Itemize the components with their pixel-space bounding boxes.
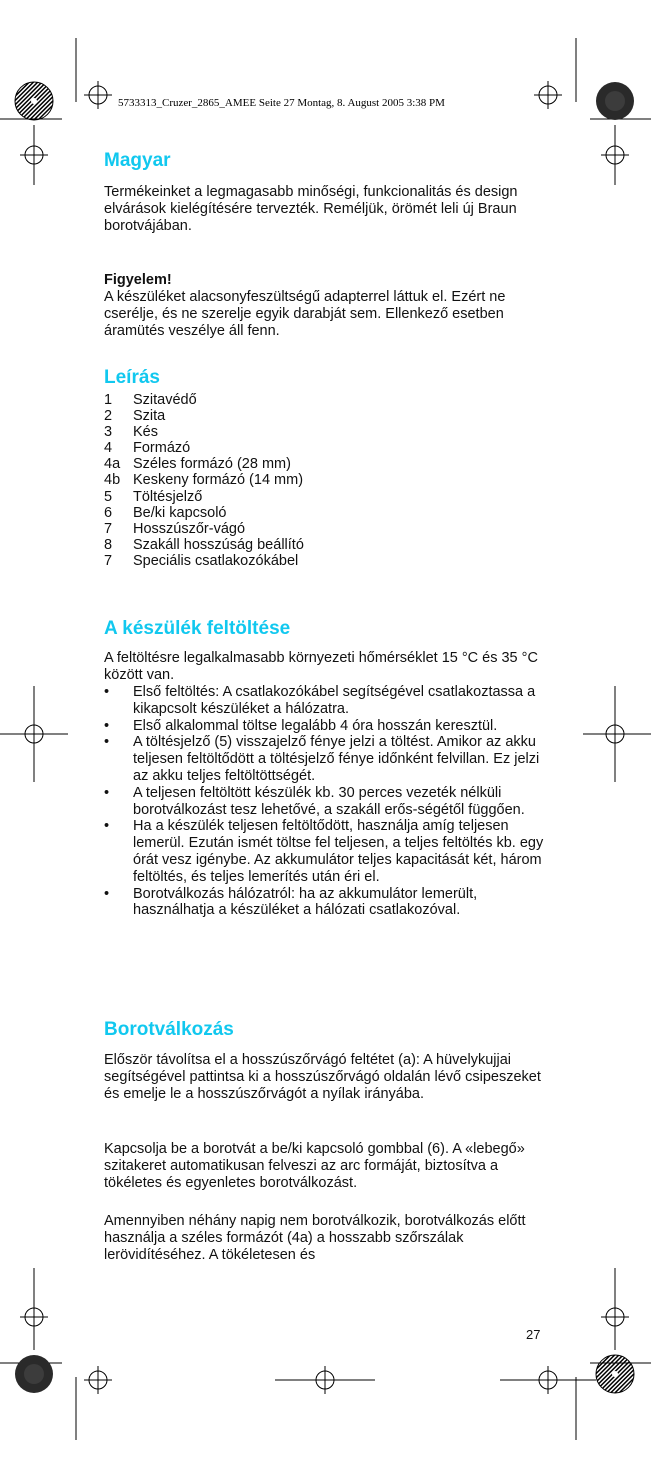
warning-label: Figyelem! (104, 272, 172, 288)
list-item (104, 440, 304, 456)
section-title-leiras: Leírás (104, 367, 160, 388)
shaving-paragraph-3: Amennyiben néhány napig nem borotválkozik, borotválkozás előtt használja a széles formázót (4a) a hosszabb szőrszálak lerövidítéséhez. A tökéletesen és (104, 1213, 526, 1263)
list-item (104, 718, 554, 735)
bullet-text: A töltésjelző (5) visszajelző fénye jelzi a töltést. Amikor az akku teljesen feltöltődött a töltésjelző fénye időnként felvillan. Ez jelzi az akku teljes feltöltöttségét. (133, 734, 540, 784)
item-label: Széles formázó (28 mm) (133, 456, 291, 473)
charging-bullet-list (104, 684, 554, 919)
shaving-paragraph-1: Először távolítsa el a hosszúszőrvágó feltétet (a): A hüvelykujjai segítségével pattintsa ki a hosszúszőrvágó oldalán lévő csipeszeket és emelje le a hosszúszőrvágót a nyílak irányába. (104, 1052, 541, 1102)
page-number: 27 (526, 1327, 541, 1342)
item-number: 5 (104, 488, 113, 505)
item-number: 7 (104, 520, 113, 537)
bullet-text: A teljesen feltöltött készülék kb. 30 perces vezeték nélküli borotválkozást tesz lehetővé, a szakáll erős-ségétől függően. (133, 784, 525, 818)
list-item (104, 734, 554, 784)
bullet-text: Borotválkozás hálózatról: ha az akkumulátor lemerült, használhatja a készüléket a hálózati csatlakozóval. (133, 885, 478, 919)
bullet-text: Első feltöltés: A csatlakozókábel segítségével csatlakoztassa a kikapcsolt készüléket a hálózatra. (133, 684, 536, 717)
list-item (104, 553, 304, 569)
list-item (104, 684, 554, 718)
item-label: Kés (133, 424, 158, 441)
item-number: 7 (104, 552, 113, 569)
list-item (104, 886, 554, 920)
item-label: Szakáll hosszúság beállító (133, 536, 304, 553)
list-item (104, 392, 304, 408)
item-label: Hosszúszőr-vágó (133, 520, 246, 537)
item-label: Szita (133, 408, 166, 425)
section-title-magyar: Magyar (104, 150, 171, 171)
item-number: 2 (104, 408, 113, 425)
section-title-feltoltes: A készülék feltöltése (104, 618, 291, 639)
item-number: 3 (104, 424, 113, 441)
bullet-text: Első alkalommal töltse legalább 4 óra hosszán keresztül. (133, 717, 498, 734)
bullet-icon: • (104, 734, 110, 751)
bullet-icon: • (104, 885, 110, 902)
item-number: 4a (104, 456, 121, 473)
item-number: 8 (104, 536, 113, 553)
list-item (104, 537, 304, 553)
print-info-header: 5733313_Cruzer_2865_AMEE Seite 27 Montag, 8. August 2005 3:38 PM (118, 97, 445, 109)
bullet-text: Ha a készülék teljesen feltöltődött, használja amíg teljesen lemerül. Ezután ismét töltse fel teljesen, a teljes feltöltés kb. egy órát vesz igénybe. Az akkumulátor teljes kapacitását két, három feltöltés, és teljes lemerítés után éri el. (133, 818, 544, 885)
list-item (104, 785, 554, 819)
shaving-paragraph-2: Kapcsolja be a borotvát a be/ki kapcsoló gombbal (6). A «lebegő» szitakeret automatikusan felveszi az arc formáját, biztosítva a tökéletes és egyenletes borotválkozást. (104, 1141, 525, 1191)
item-number: 6 (104, 504, 113, 521)
list-item (104, 408, 304, 424)
item-label: Be/ki kapcsoló (133, 504, 227, 521)
section-title-borotvalkozas: Borotválkozás (104, 1019, 234, 1040)
item-number: 4 (104, 440, 113, 457)
intro-paragraph: Termékeinket a legmagasabb minőségi, funkcionalitás és design elvárások kielégítésére tervezték. Reméljük, örömét leli új Braun borotvájában. (104, 184, 518, 234)
charging-intro: A feltöltésre legalkalmasabb környezeti hőmérséklet 15 °C és 35 °C között van. (104, 650, 538, 683)
item-label: Töltésjelző (133, 488, 203, 505)
list-item (104, 424, 304, 440)
warning-paragraph: A készüléket alacsonyfeszültségű adapterrel láttuk el. Ezért ne cserélje, és ne szerelje egyik darabját sem. Ellenkező esetben áramütés veszélye áll fenn. (104, 289, 506, 339)
item-label: Formázó (133, 440, 191, 457)
list-item (104, 489, 304, 505)
item-label: Keskeny formázó (14 mm) (133, 472, 304, 489)
bullet-icon: • (104, 784, 110, 801)
item-label: Szitavédő (133, 392, 197, 408)
list-item (104, 456, 304, 472)
list-item (104, 521, 304, 537)
item-label: Speciális csatlakozókábel (133, 552, 299, 569)
list-item (104, 472, 304, 488)
item-number: 1 (104, 392, 113, 408)
bullet-icon: • (104, 684, 110, 700)
bullet-icon: • (104, 717, 110, 734)
bullet-icon: • (104, 818, 110, 835)
list-item (104, 505, 304, 521)
parts-list (104, 392, 304, 569)
item-number: 4b (104, 472, 121, 489)
list-item (104, 818, 554, 885)
